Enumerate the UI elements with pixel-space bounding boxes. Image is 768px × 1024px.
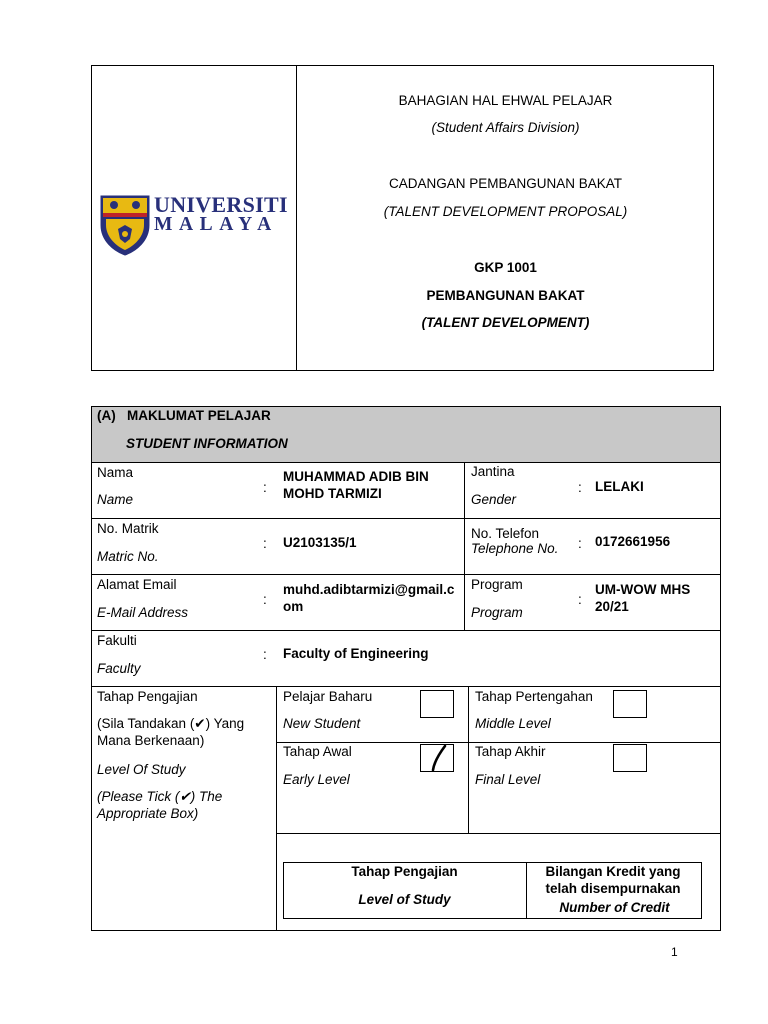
level-label-en: Level Of Study bbox=[97, 762, 186, 777]
option-middle-level-label-en: Middle Level bbox=[475, 716, 551, 731]
row-divider bbox=[91, 462, 721, 463]
matric-value: U2103135/1 bbox=[283, 535, 357, 550]
middle-level-checkbox[interactable] bbox=[613, 690, 647, 718]
name-label-en: Name bbox=[97, 492, 134, 507]
course-title: PEMBANGUNAN BAKAT bbox=[426, 288, 585, 303]
colon: : bbox=[578, 480, 582, 495]
gender-label-en: Gender bbox=[471, 492, 517, 507]
matric-label: No. Matrik bbox=[97, 521, 159, 536]
column-divider bbox=[464, 462, 465, 631]
faculty-label: Fakulti bbox=[97, 633, 137, 648]
logo-text-malaya: MALAYA bbox=[154, 214, 278, 235]
option-early-level-label: Tahap Awal bbox=[283, 744, 352, 759]
column-divider bbox=[468, 686, 469, 834]
email-label: Alamat Email bbox=[97, 577, 177, 592]
row-divider bbox=[91, 686, 721, 687]
university-crest-icon bbox=[100, 195, 150, 256]
program-label-en: Program bbox=[471, 605, 523, 620]
gender-label: Jantina bbox=[471, 464, 515, 479]
handwritten-tick-icon bbox=[421, 745, 453, 771]
credit-col2-header: Bilangan Kredit yang telah disempurnakan bbox=[545, 864, 681, 896]
email-value: muhd.adibtarmizi@gmail.com bbox=[283, 582, 455, 614]
colon: : bbox=[578, 592, 582, 607]
colon: : bbox=[578, 536, 582, 551]
level-label: Tahap Pengajian bbox=[97, 689, 198, 704]
email-label-en: E-Mail Address bbox=[97, 605, 189, 620]
row-divider bbox=[91, 574, 721, 575]
faculty-label-en: Faculty bbox=[97, 661, 141, 676]
row-divider bbox=[91, 630, 721, 631]
option-new-student-label: Pelajar Baharu bbox=[283, 689, 373, 704]
phone-label: No. Telefon bbox=[471, 526, 540, 541]
option-early-level-label-en: Early Level bbox=[283, 772, 350, 787]
option-middle-level-label: Tahap Pertengahan bbox=[475, 689, 593, 704]
course-code: GKP 1001 bbox=[474, 260, 537, 275]
level-instruction: (Sila Tandakan (✔) Yang Mana Berkenaan) bbox=[97, 716, 245, 748]
program-value: UM-WOW MHS 20/21 bbox=[595, 582, 691, 614]
option-final-level-label: Tahap Akhir bbox=[475, 744, 546, 759]
section-a-title: (A) MAKLUMAT PELAJAR bbox=[97, 408, 271, 423]
name-label: Nama bbox=[97, 465, 134, 480]
name-value: MUHAMMAD ADIB BIN MOHD TARMIZI bbox=[283, 469, 429, 501]
proposal-title: CADANGAN PEMBANGUNAN BAKAT bbox=[388, 176, 623, 191]
row-divider bbox=[91, 518, 721, 519]
new-student-checkbox[interactable] bbox=[420, 690, 454, 718]
option-final-level-label-en: Final Level bbox=[475, 772, 541, 787]
final-level-checkbox[interactable] bbox=[613, 744, 647, 772]
level-instruction-en: (Please Tick (✔) The Appropriate Box) bbox=[97, 789, 223, 821]
section-a-subtitle: STUDENT INFORMATION bbox=[126, 436, 288, 451]
division-title: BAHAGIAN HAL EHWAL PELAJAR bbox=[398, 93, 613, 108]
proposal-subtitle: (TALENT DEVELOPMENT PROPOSAL) bbox=[383, 204, 628, 219]
credit-col2-header-en: Number of Credit bbox=[559, 900, 670, 915]
colon: : bbox=[263, 592, 267, 607]
logo-text-universiti: UNIVERSITI bbox=[154, 192, 288, 217]
phone-value: 0172661956 bbox=[595, 534, 671, 549]
colon: : bbox=[263, 480, 267, 495]
faculty-value: Faculty of Engineering bbox=[283, 646, 429, 661]
gender-value: LELAKI bbox=[595, 479, 644, 494]
credit-col1-header-en: Level of Study bbox=[358, 892, 451, 907]
credit-col1-header: Tahap Pengajian bbox=[351, 864, 458, 879]
colon: : bbox=[263, 647, 267, 662]
column-divider bbox=[276, 686, 277, 931]
course-subtitle: (TALENT DEVELOPMENT) bbox=[421, 315, 590, 330]
early-level-checkbox[interactable] bbox=[420, 744, 454, 772]
row-divider bbox=[276, 833, 721, 834]
program-label: Program bbox=[471, 577, 523, 592]
option-new-student-label-en: New Student bbox=[283, 716, 361, 731]
phone-label-en: Telephone No. bbox=[471, 541, 559, 556]
colon: : bbox=[263, 536, 267, 551]
page-number: 1 bbox=[671, 945, 678, 959]
division-subtitle: (Student Affairs Division) bbox=[431, 120, 580, 135]
matric-label-en: Matric No. bbox=[97, 549, 159, 564]
